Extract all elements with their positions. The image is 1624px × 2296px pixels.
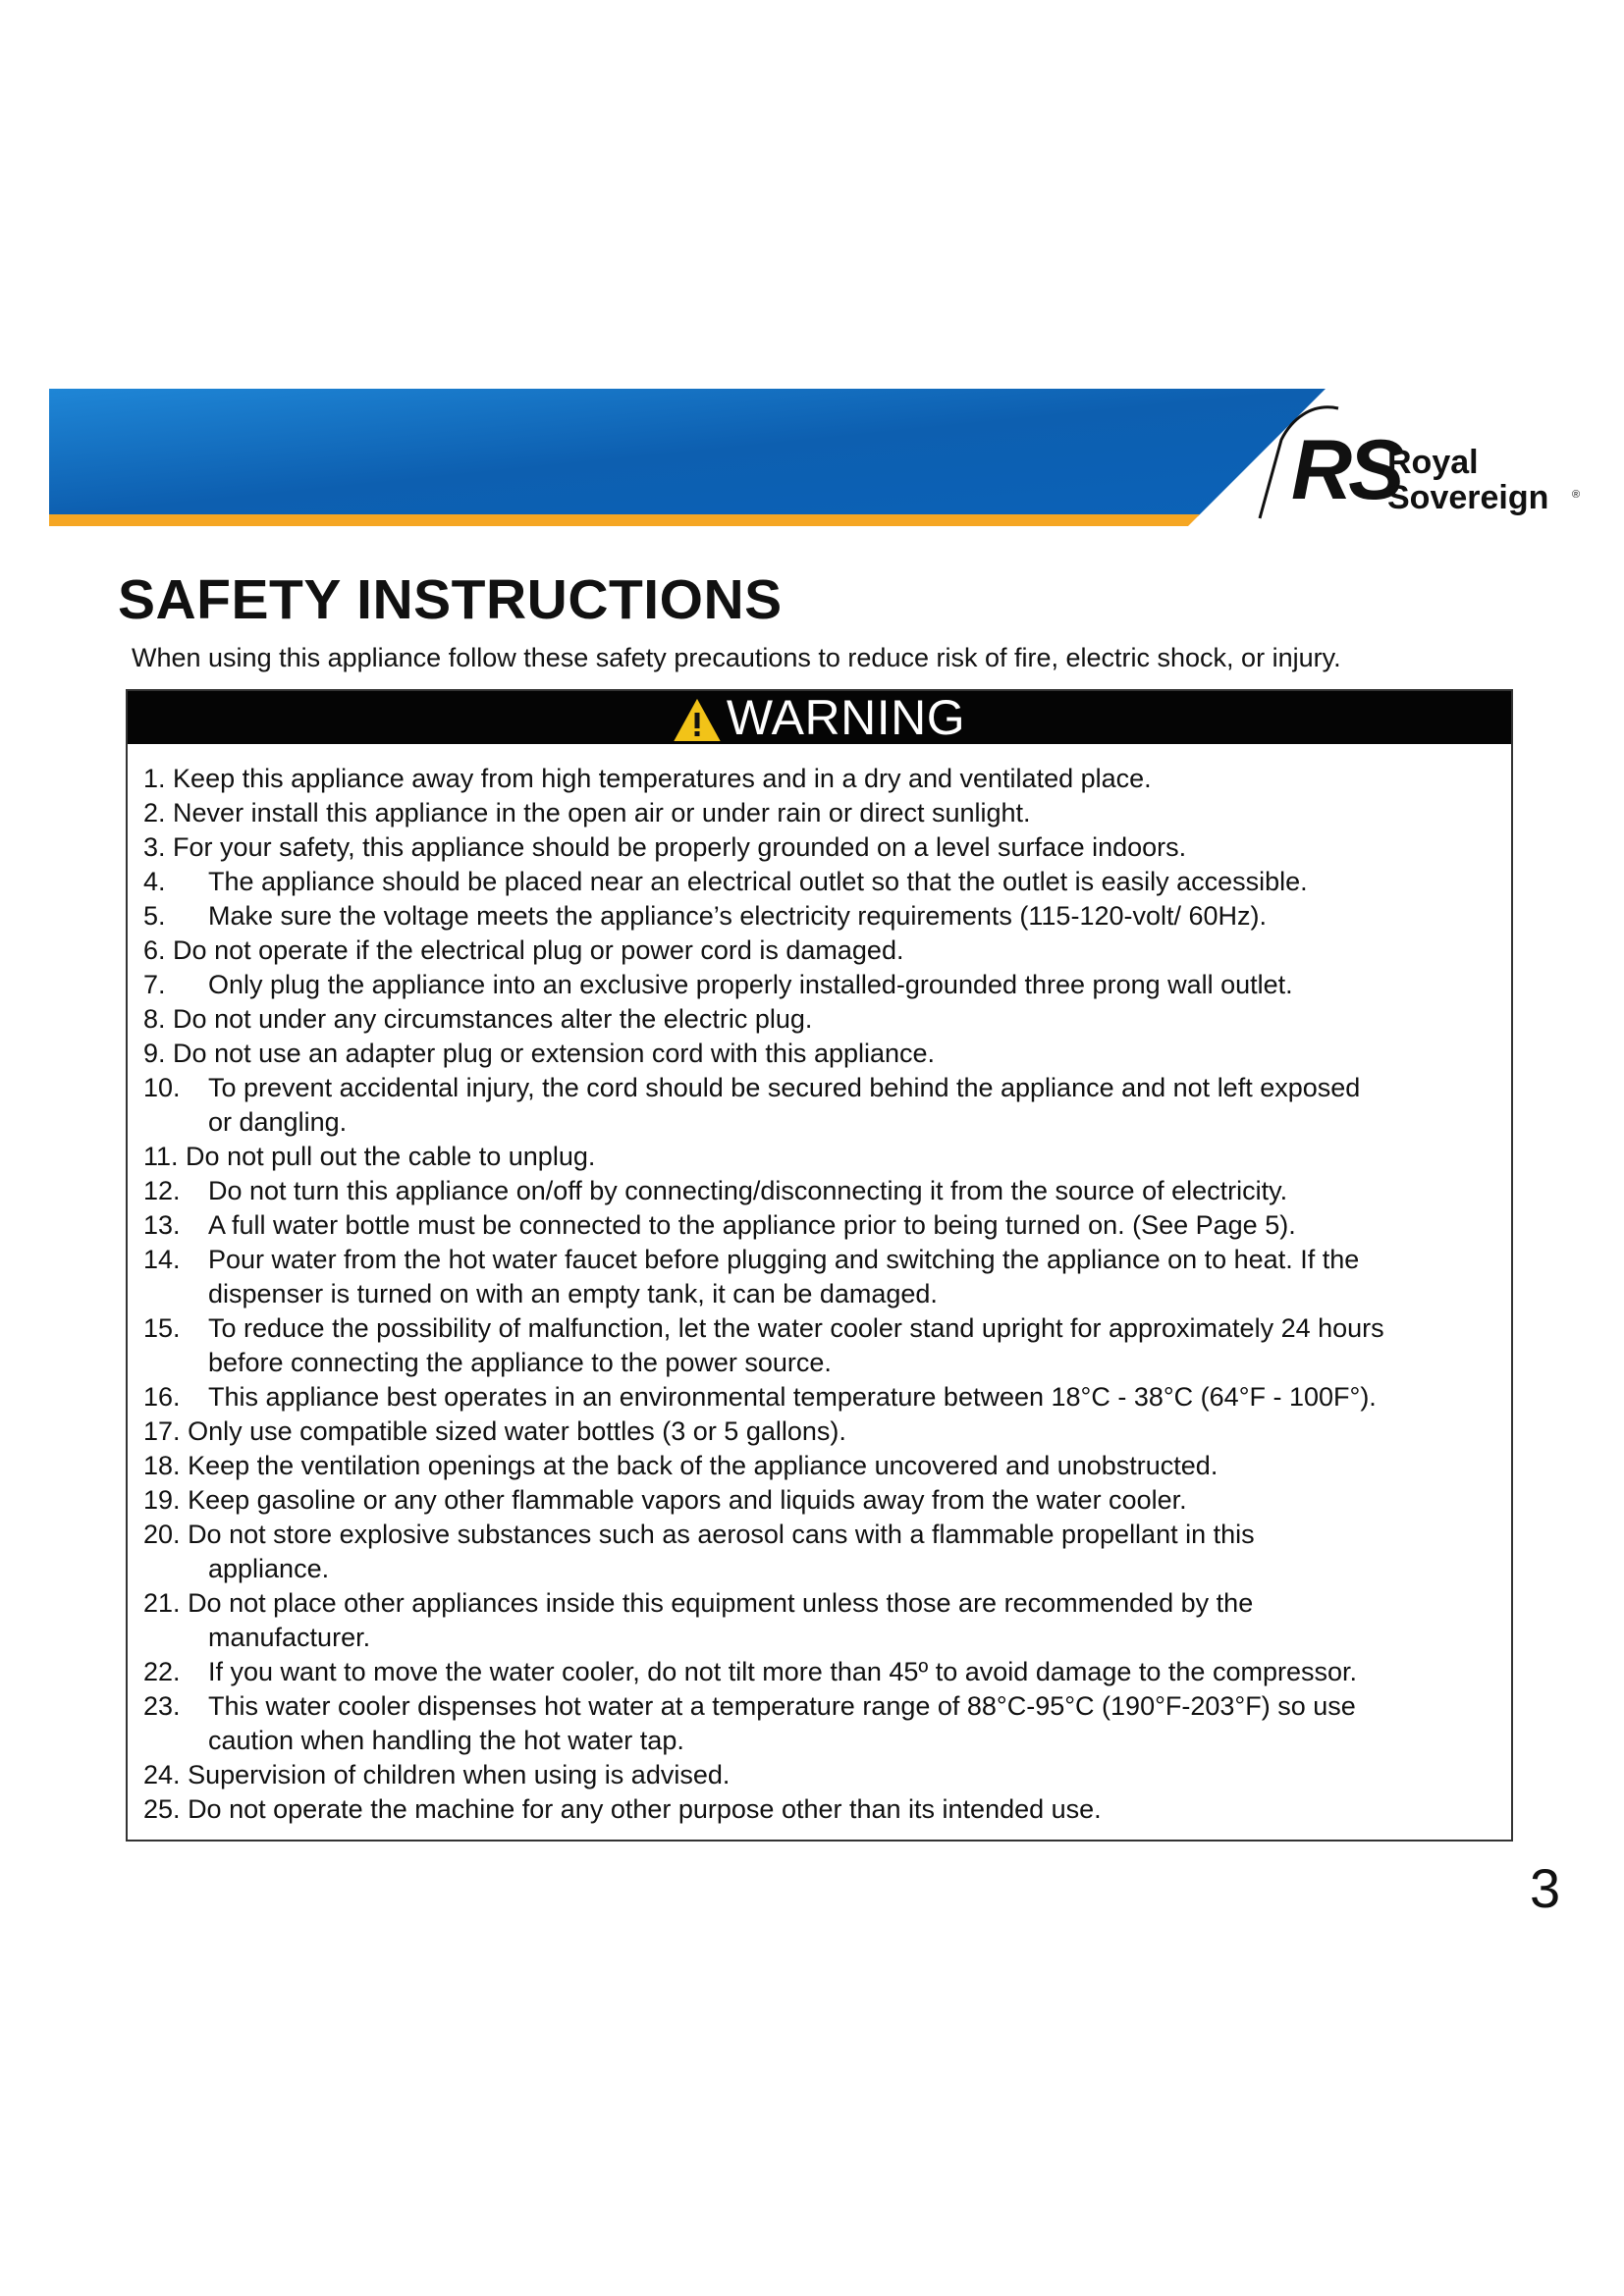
warning-item-number: 3.	[143, 832, 166, 862]
warning-item-number: 8.	[143, 1004, 166, 1034]
warning-item	[143, 1483, 1491, 1518]
warning-item	[143, 1758, 1491, 1792]
warning-item	[143, 1655, 1491, 1689]
warning-item-number: 17.	[143, 1416, 181, 1446]
warning-item-number: 5.	[143, 901, 166, 931]
warning-item	[143, 865, 1491, 899]
warning-item-text: Make sure the voltage meets the appliance’s electricity requirements (115-120-volt/ 60Hz).	[208, 901, 1268, 931]
warning-item	[143, 1792, 1491, 1827]
warning-item-number: 11.	[143, 1142, 179, 1171]
warning-item	[143, 1689, 1491, 1758]
intro-text: When using this appliance follow these safety precautions to reduce risk of fire, electric shock, or injury.	[132, 643, 1341, 672]
warning-item	[143, 1174, 1491, 1208]
warning-item-text: The appliance should be placed near an electrical outlet so that the outlet is easily accessible.	[208, 867, 1308, 896]
warning-item	[143, 1449, 1491, 1483]
warning-item	[143, 1071, 1491, 1140]
warning-item-text: Keep the ventilation openings at the back of the appliance uncovered and unobstructed.	[188, 1451, 1218, 1480]
warning-item-text: Keep gasoline or any other flammable vapors and liquids away from the water cooler.	[188, 1485, 1187, 1515]
warning-item-number: 15.	[143, 1313, 181, 1343]
warning-item-text: Only use compatible sized water bottles (3 or 5 gallons).	[188, 1416, 846, 1446]
warning-item-number: 19.	[143, 1485, 181, 1515]
warning-item	[143, 1518, 1491, 1586]
warning-header	[128, 691, 1511, 744]
warning-item-text: Do not operate if the electrical plug or power cord is damaged.	[173, 935, 904, 965]
warning-item	[143, 1380, 1491, 1415]
warning-item	[143, 968, 1491, 1002]
page-number: 3	[1530, 1857, 1561, 1919]
warning-item-text: To reduce the possibility of malfunction, let the water cooler stand upright for approximately 24 hours	[208, 1313, 1384, 1343]
warning-item-continuation: caution when handling the hot water tap.	[208, 1726, 684, 1755]
warning-item	[143, 1311, 1491, 1380]
warning-triangle-icon	[674, 698, 721, 743]
warning-item-text: Do not pull out the cable to unplug.	[186, 1142, 596, 1171]
warning-item-number: 22.	[143, 1657, 181, 1686]
warning-item-text: Do not turn this appliance on/off by connecting/disconnecting it from the source of electricity.	[208, 1176, 1288, 1205]
warning-item	[143, 934, 1491, 968]
warning-item-continuation: appliance.	[208, 1554, 330, 1583]
warning-box	[126, 689, 1513, 1842]
warning-item-text: Never install this appliance in the open air or under rain or direct sunlight.	[173, 798, 1031, 828]
warning-item	[143, 1037, 1491, 1071]
logo-mark: RS	[1291, 423, 1401, 517]
warning-item-text: Only plug the appliance into an exclusive properly installed-grounded three prong wall outlet.	[208, 970, 1293, 999]
warning-item-number: 2.	[143, 798, 166, 828]
registered-mark: ®	[1572, 489, 1581, 501]
warning-label: WARNING	[726, 690, 966, 745]
warning-item-number: 18.	[143, 1451, 181, 1480]
warning-item-text: Do not place other appliances inside this equipment unless those are recommended by the	[188, 1588, 1254, 1618]
warning-item	[143, 1140, 1491, 1174]
warning-item-text: Do not under any circumstances alter the electric plug.	[173, 1004, 813, 1034]
warning-item-text: Do not operate the machine for any other purpose other than its intended use.	[188, 1794, 1102, 1824]
page-title: SAFETY INSTRUCTIONS	[118, 568, 783, 631]
warning-item-text: Pour water from the hot water faucet before plugging and switching the appliance on to heat. If the	[208, 1245, 1360, 1274]
warning-item	[143, 830, 1491, 865]
warning-item-number: 4.	[143, 867, 166, 896]
warning-item-number: 1.	[143, 764, 166, 793]
warning-item-number: 9.	[143, 1039, 166, 1068]
warning-item-text: Keep this appliance away from high temperatures and in a dry and ventilated place.	[173, 764, 1152, 793]
warning-item-continuation: dispenser is turned on with an empty tank, it can be damaged.	[208, 1279, 938, 1308]
warning-item-number: 12.	[143, 1176, 181, 1205]
warning-item-number: 14.	[143, 1245, 181, 1274]
warning-item-continuation: before connecting the appliance to the power source.	[208, 1348, 832, 1377]
warning-item-continuation: or dangling.	[208, 1107, 348, 1137]
warning-item-text: Do not use an adapter plug or extension cord with this appliance.	[173, 1039, 936, 1068]
warning-item-number: 24.	[143, 1760, 181, 1789]
warning-item-continuation: manufacturer.	[208, 1623, 371, 1652]
warning-item-text: A full water bottle must be connected to the appliance prior to being turned on. (See Page 5).	[208, 1210, 1296, 1240]
warning-item-number: 10.	[143, 1073, 181, 1102]
warning-item-number: 6.	[143, 935, 166, 965]
warning-item-text: This appliance best operates in an environmental temperature between 18°C - 38°C (64°F - 100F°).	[208, 1382, 1377, 1412]
warning-item-number: 7.	[143, 970, 166, 999]
warning-item-number: 13.	[143, 1210, 181, 1240]
warning-item	[143, 1586, 1491, 1655]
logo-name-line1: Royal	[1387, 444, 1479, 481]
warning-item-number: 21.	[143, 1588, 181, 1618]
warning-item-number: 20.	[143, 1520, 181, 1549]
warning-list	[143, 762, 1491, 1827]
warning-item-number: 16.	[143, 1382, 181, 1412]
warning-item-number: 25.	[143, 1794, 181, 1824]
warning-item-number: 23.	[143, 1691, 181, 1721]
warning-item	[143, 899, 1491, 934]
warning-item	[143, 1002, 1491, 1037]
warning-item-text: To prevent accidental injury, the cord should be secured behind the appliance and not left exposed	[208, 1073, 1361, 1102]
warning-item-text: Supervision of children when using is advised.	[188, 1760, 731, 1789]
brand-logo	[1242, 400, 1596, 538]
warning-item	[143, 1415, 1491, 1449]
warning-item-text: If you want to move the water cooler, do not tilt more than 45º to avoid damage to the compressor.	[208, 1657, 1358, 1686]
warning-item	[143, 796, 1491, 830]
warning-item-text: For your safety, this appliance should be properly grounded on a level surface indoors.	[173, 832, 1187, 862]
warning-item-text: This water cooler dispenses hot water at a temperature range of 88°C-95°C (190°F-203°F) so use	[208, 1691, 1356, 1721]
warning-item	[143, 1243, 1491, 1311]
warning-item	[143, 1208, 1491, 1243]
warning-item-text: Do not store explosive substances such as aerosol cans with a flammable propellant in this	[188, 1520, 1255, 1549]
logo-name-line2: Sovereign	[1387, 479, 1549, 516]
warning-item	[143, 762, 1491, 796]
